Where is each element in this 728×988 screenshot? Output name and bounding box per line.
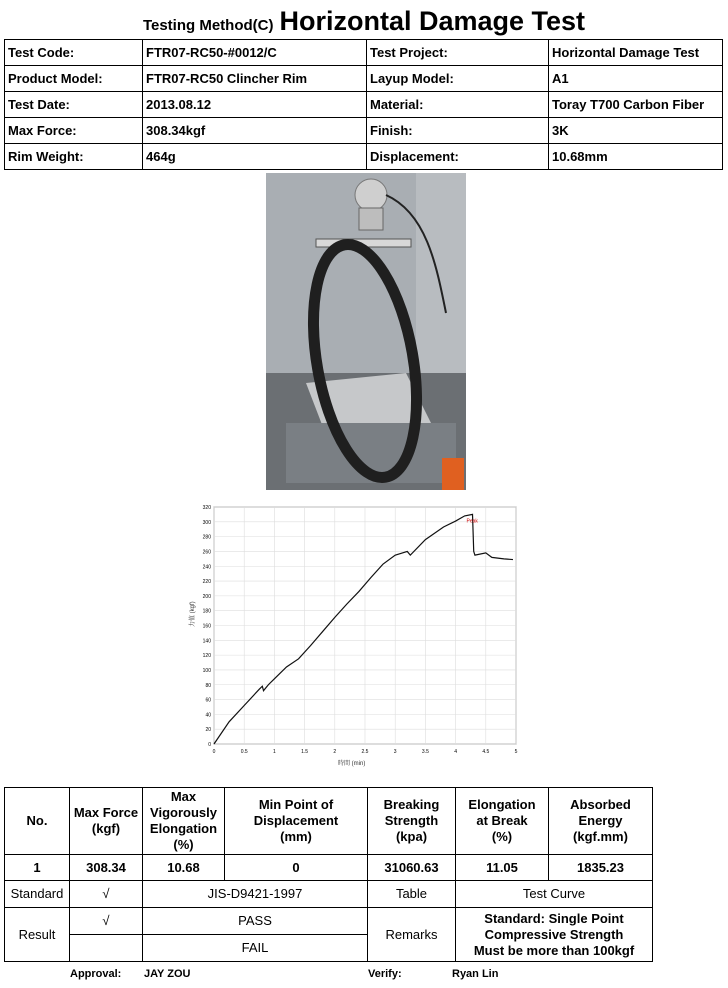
rim-test-photo [266,173,466,490]
verify-label: Verify: [368,968,402,980]
x-tick-label: 1 [273,749,276,755]
cell-max-elongation: 10.68 [143,855,225,881]
x-tick-label: 4.5 [482,749,490,755]
standard-value: JIS-D9421-1997 [143,881,368,908]
info-value1: 308.34kgf [143,118,367,144]
table-label: Table [368,881,456,908]
chart-svg [186,497,526,773]
info-value2: 10.68mm [549,144,723,170]
test-curve: Test Curve [456,881,653,908]
info-value2: Horizontal Damage Test [549,40,723,66]
y-tick-label: 120 [202,653,211,660]
header-min-displacement: Min Point of Displacement (mm) [225,788,368,855]
cell-absorbed-energy: 1835.23 [549,855,653,881]
y-tick-label: 280 [202,534,211,541]
x-tick-label: 3.5 [421,749,429,755]
y-tick-label: 240 [202,564,211,571]
info-value2: A1 [549,66,723,92]
info-value1: FTR07-RC50-#0012/C [143,40,367,66]
rim-photo-illustration [266,173,466,490]
info-label1: Rim Weight: [5,144,143,170]
cell-min-displacement: 0 [225,855,368,881]
header-breaking-strength: Breaking Strength (kpa) [368,788,456,855]
info-row [5,118,723,144]
y-tick-label: 0 [208,742,211,748]
y-tick-label: 300 [202,519,211,526]
info-label1: Max Force: [5,118,143,144]
peak-annotation: Peak [466,518,478,525]
document-title [0,6,728,37]
info-row [5,92,723,118]
x-tick-label: 2.5 [361,749,369,755]
header-absorbed-energy: Absorbed Energy (kgf.mm) [549,788,653,855]
info-value2: Toray T700 Carbon Fiber [549,92,723,118]
info-label1: Test Code: [5,40,143,66]
header-elongation-break: Elongation at Break (%) [456,788,549,855]
results-table [4,787,653,962]
header-no: No. [5,788,70,855]
header-max-force: Max Force (kgf) [70,788,143,855]
info-label2: Displacement: [367,144,549,170]
pass-label: PASS [143,908,368,935]
x-tick-label: 3 [393,749,397,755]
info-label2: Finish: [367,118,549,144]
approval-name: JAY ZOU [144,968,191,980]
pass-check: √ [70,908,143,935]
remarks-text: Standard: Single Point Compressive Strength Must be more than 100kgf [456,908,653,962]
info-label2: Test Project: [367,40,549,66]
fail-check [70,935,143,962]
info-table [4,39,723,170]
cell-elongation-break: 11.05 [456,855,549,881]
info-value2: 3K [549,118,723,144]
info-row [5,144,723,170]
y-tick-label: 60 [205,697,211,704]
y-tick-label: 200 [202,593,211,600]
y-tick-label: 160 [202,623,211,630]
info-row [5,40,723,66]
title-main: Horizontal Damage Test [279,6,586,36]
info-value1: 464g [143,144,367,170]
x-tick-label: 0 [212,749,216,755]
cell-breaking-strength: 31060.63 [368,855,456,881]
y-tick-label: 80 [205,682,211,689]
y-tick-label: 20 [205,727,211,734]
title-prefix: Testing Method(C) [142,17,274,34]
info-label2: Material: [367,92,549,118]
result-label: Result [5,908,70,962]
x-tick-label: 0.5 [240,749,248,755]
y-tick-label: 140 [202,638,211,645]
cell-no: 1 [5,855,70,881]
x-tick-label: 4 [454,749,457,755]
y-tick-label: 320 [202,505,211,511]
verify-name: Ryan Lin [452,968,499,980]
x-axis-label: 時間 (min) [338,761,366,767]
y-tick-label: 260 [202,549,211,556]
info-label1: Product Model: [5,66,143,92]
y-tick-label: 220 [202,579,211,586]
approval-label: Approval: [70,968,122,980]
info-label1: Test Date: [5,92,143,118]
standard-check: √ [70,881,143,908]
force-displacement-chart [186,497,526,773]
standard-label: Standard [5,881,70,908]
x-tick-label: 1.5 [301,749,309,755]
y-tick-label: 180 [202,608,211,615]
x-tick-label: 5 [514,749,518,755]
remarks-label: Remarks [368,908,456,962]
info-row [5,66,723,92]
header-max-elongation: Max Vigorously Elongation (%) [143,788,225,855]
fail-label: FAIL [143,935,368,962]
y-tick-label: 100 [202,667,211,674]
info-value1: 2013.08.12 [143,92,367,118]
info-value1: FTR07-RC50 Clincher Rim [143,66,367,92]
cell-max-force: 308.34 [70,855,143,881]
y-tick-label: 40 [205,712,211,719]
x-tick-label: 2 [333,749,337,755]
info-label2: Layup Model: [367,66,549,92]
y-axis-label: 力值 (kgf) [190,601,196,627]
